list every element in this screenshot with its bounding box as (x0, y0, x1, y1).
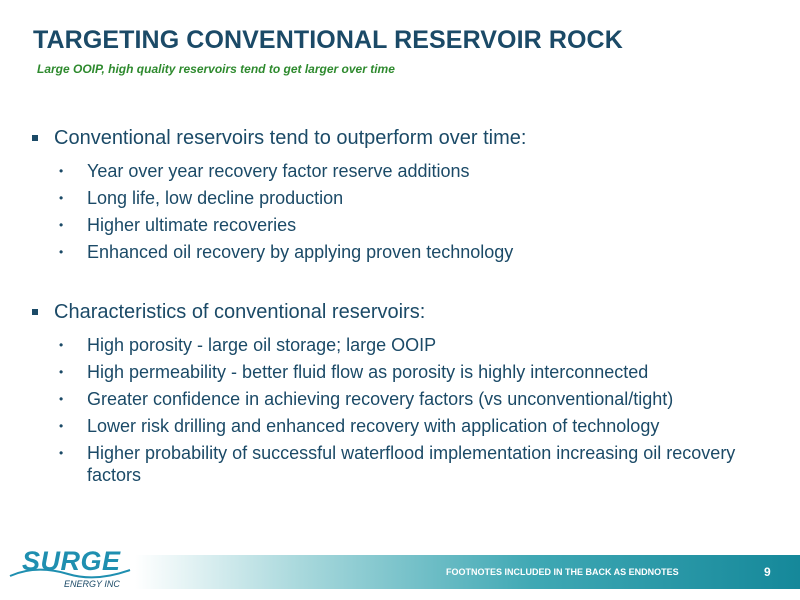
slide-subtitle: Large OOIP, high quality reservoirs tend to get larger over time (37, 62, 395, 76)
list-item-text: Long life, low decline production (87, 188, 344, 208)
footnote-text: FOOTNOTES INCLUDED IN THE BACK AS ENDNOTES (446, 567, 679, 577)
list-item (59, 214, 747, 236)
logo-wordmark: SURGE (22, 546, 121, 576)
list-item-text: High porosity - large oil storage; large OOIP (87, 335, 437, 355)
square-bullet-icon (32, 135, 38, 141)
section-characteristics (0, 300, 800, 491)
square-bullet-icon (32, 309, 38, 315)
list-item (59, 388, 747, 410)
company-logo (8, 546, 133, 596)
list-item (59, 160, 747, 182)
list-item-text: Enhanced oil recovery by applying proven technology (87, 242, 514, 262)
list-item (59, 361, 747, 383)
bullet-dot-icon: • (59, 446, 64, 460)
section-heading (54, 300, 800, 324)
list-item-text: High permeability - better fluid flow as porosity is highly interconnected (87, 362, 649, 382)
bullet-dot-icon: • (59, 392, 64, 406)
bullet-list (0, 334, 800, 486)
bullet-dot-icon: • (59, 218, 64, 232)
section-outperform (0, 126, 800, 268)
section-heading-text: Conventional reservoirs tend to outperform over time: (54, 127, 527, 149)
list-item (59, 415, 747, 437)
logo-tagline: ENERGY INC (64, 579, 120, 589)
list-item-text: Greater confidence in achieving recovery factors (vs unconventional/tight) (87, 389, 674, 409)
section-heading (54, 126, 800, 150)
bullet-dot-icon: • (59, 338, 64, 352)
bullet-dot-icon: • (59, 164, 64, 178)
bullet-dot-icon: • (59, 365, 64, 379)
bullet-dot-icon: • (59, 245, 64, 259)
list-item-text: Year over year recovery factor reserve additions (87, 161, 470, 181)
bullet-dot-icon: • (59, 419, 64, 433)
section-heading-text: Characteristics of conventional reservoirs: (54, 301, 426, 323)
list-item (59, 187, 747, 209)
list-item (59, 241, 747, 263)
list-item-text: Higher probability of successful waterflood implementation increasing oil recovery factors (87, 443, 736, 485)
list-item-text: Higher ultimate recoveries (87, 215, 297, 235)
list-item (59, 334, 747, 356)
list-item (59, 442, 747, 486)
slide-title: TARGETING CONVENTIONAL RESERVOIR ROCK (33, 26, 623, 54)
page-number: 9 (764, 565, 771, 579)
list-item-text: Lower risk drilling and enhanced recovery with application of technology (87, 416, 660, 436)
bullet-list (0, 160, 800, 263)
bullet-dot-icon: • (59, 191, 64, 205)
